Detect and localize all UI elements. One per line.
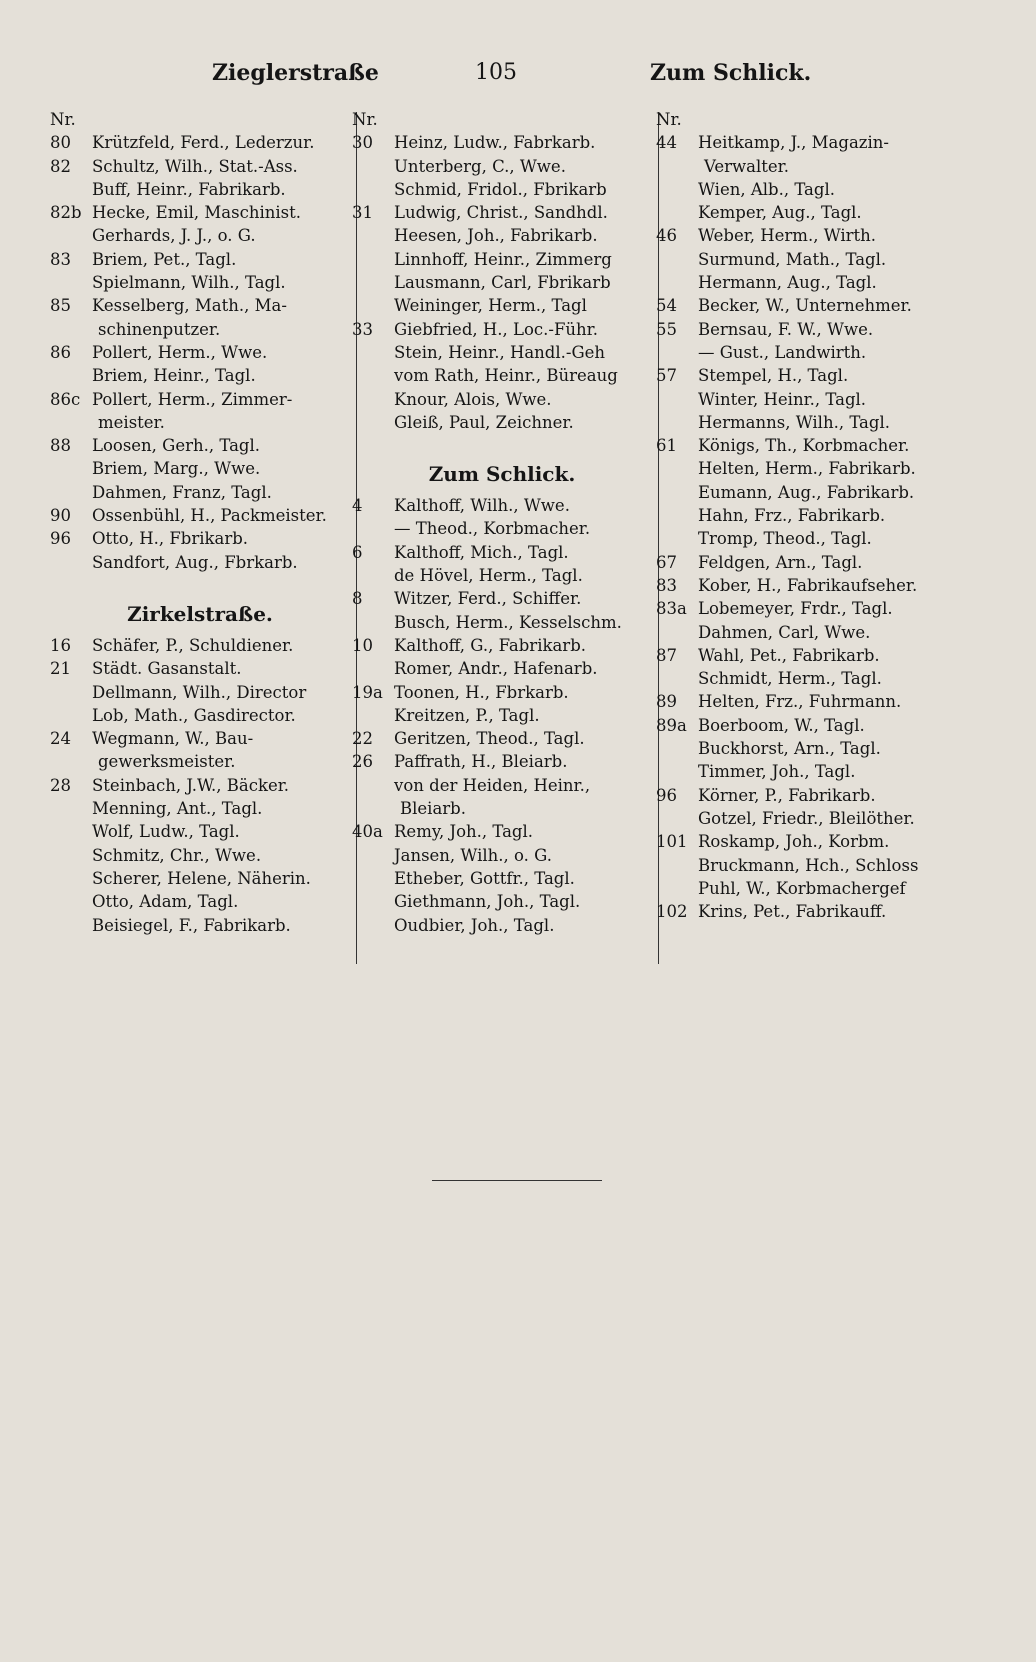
house-number: 86c: [50, 389, 81, 409]
directory-entry: [656, 224, 956, 247]
house-number: 46: [656, 226, 677, 246]
resident-entry: vom Rath, Heinr., Büreaug: [394, 366, 618, 386]
house-number: 26: [352, 752, 373, 772]
resident-entry: Geritzen, Theod., Tagl.: [394, 729, 585, 749]
resident-entry: Hecke, Emil, Maschinist.: [92, 203, 301, 223]
directory-entry: [656, 690, 956, 713]
house-number: 86: [50, 342, 71, 362]
resident-entry: Otto, H., Fbrikarb.: [92, 529, 249, 549]
directory-entry: [352, 318, 652, 341]
resident-entry: Kalthoff, Wilh., Wwe.: [394, 496, 570, 516]
directory-entry: [50, 457, 350, 480]
resident-entry: Tromp, Theod., Tagl.: [698, 529, 872, 549]
house-number: 4: [352, 496, 363, 516]
resident-entry: Bruckmann, Hch., Schloss: [698, 855, 919, 875]
directory-entry: [352, 294, 652, 317]
directory-entry: [656, 131, 956, 154]
house-number: 83: [50, 249, 71, 269]
directory-entry: [50, 155, 350, 178]
resident-entry: Körner, P., Fabrikarb.: [698, 785, 876, 805]
directory-entry: [656, 877, 956, 900]
resident-entry: Kalthoff, Mich., Tagl.: [394, 542, 569, 562]
directory-entry: [50, 224, 350, 247]
directory-entry: [352, 178, 652, 201]
resident-entry: de Hövel, Herm., Tagl.: [394, 566, 583, 586]
directory-entry: [656, 341, 956, 364]
directory-entry: [656, 155, 956, 178]
directory-entry: [50, 657, 350, 680]
resident-entry: Ludwig, Christ., Sandhdl.: [394, 203, 608, 223]
directory-entry: [352, 634, 652, 657]
resident-entry: Städt. Gasanstalt.: [92, 659, 242, 679]
header-right-street: Zum Schlick.: [650, 60, 812, 86]
column-2: [352, 108, 652, 937]
resident-entry: Wahl, Pet., Fabrikarb.: [698, 645, 880, 665]
directory-entry: [50, 318, 350, 341]
resident-entry: Hahn, Frz., Fabrikarb.: [698, 506, 886, 526]
directory-entry: [50, 551, 350, 574]
resident-entry: Witzer, Ferd., Schiffer.: [394, 589, 582, 609]
house-number: 61: [656, 436, 677, 456]
directory-entry: [352, 774, 652, 797]
resident-entry: Boerboom, W., Tagl.: [698, 715, 865, 735]
resident-entry: Weber, Herm., Wirth.: [698, 226, 877, 246]
resident-entry: Stein, Heinr., Handl.-Geh: [394, 342, 606, 362]
resident-entry: Scherer, Helene, Näherin.: [92, 868, 311, 888]
resident-entry: Kalthoff, G., Fabrikarb.: [394, 635, 587, 655]
nr-heading: Nr.: [50, 110, 76, 129]
directory-entry: [656, 248, 956, 271]
house-number: 90: [50, 506, 71, 526]
resident-entry: Schmitz, Chr., Wwe.: [92, 845, 262, 865]
resident-entry: Briem, Pet., Tagl.: [92, 249, 237, 269]
resident-entry: Pollert, Herm., Zimmer-: [92, 389, 293, 409]
directory-entry: [656, 621, 956, 644]
directory-entry: [352, 657, 652, 680]
resident-entry: Heinz, Ludw., Fabrkarb.: [394, 133, 596, 153]
directory-entry: [352, 867, 652, 890]
directory-entry: [50, 504, 350, 527]
directory-entry: [656, 201, 956, 224]
resident-entry: Kober, H., Fabrikaufseher.: [698, 575, 918, 595]
nr-heading: Nr.: [352, 110, 378, 129]
resident-entry: Sandfort, Aug., Fbrkarb.: [92, 552, 298, 572]
directory-entry: [50, 131, 350, 154]
house-number: 57: [656, 366, 677, 386]
house-number: 33: [352, 319, 373, 339]
directory-entry: [656, 434, 956, 457]
page-number: 105: [475, 60, 517, 85]
resident-entry: Königs, Th., Korbmacher.: [698, 436, 910, 456]
resident-entry: Schäfer, P., Schuldiener.: [92, 635, 294, 655]
resident-entry: Hermanns, Wilh., Tagl.: [698, 412, 890, 432]
directory-entry: [656, 388, 956, 411]
resident-entry: Kemper, Aug., Tagl.: [698, 203, 862, 223]
house-number: 16: [50, 635, 71, 655]
house-number: 67: [656, 552, 677, 572]
house-number: 8: [352, 589, 363, 609]
directory-entry: [656, 271, 956, 294]
directory-entry: [50, 411, 350, 434]
directory-entry: [50, 481, 350, 504]
resident-entry: Heesen, Joh., Fabrikarb.: [394, 226, 598, 246]
directory-entry: [50, 341, 350, 364]
resident-entry: Schmid, Fridol., Fbrikarb: [394, 179, 607, 199]
house-number: 83: [656, 575, 677, 595]
directory-entry: [656, 854, 956, 877]
house-number: 88: [50, 436, 71, 456]
resident-entry: Kreitzen, P., Tagl.: [394, 705, 540, 725]
section-gap: [352, 434, 652, 444]
resident-entry: Briem, Marg., Wwe.: [92, 459, 261, 479]
house-number: 55: [656, 319, 677, 339]
resident-entry: Dellmann, Wilh., Director: [92, 682, 307, 702]
resident-entry: Pollert, Herm., Wwe.: [92, 342, 268, 362]
section-gap: [50, 574, 350, 584]
house-number: 44: [656, 133, 677, 153]
house-number: 89a: [656, 715, 687, 735]
directory-entry: [50, 914, 350, 937]
directory-entry: [656, 294, 956, 317]
resident-entry: Buckhorst, Arn., Tagl.: [698, 739, 881, 759]
directory-entry: [656, 481, 956, 504]
resident-entry: Remy, Joh., Tagl.: [394, 822, 534, 842]
house-number: 85: [50, 296, 71, 316]
directory-entry: [50, 201, 350, 224]
resident-entry: Lausmann, Carl, Fbrikarb: [394, 273, 611, 293]
resident-entry: Linnhoff, Heinr., Zimmerg: [394, 249, 612, 269]
street-heading: Zum Schlick.: [428, 462, 576, 487]
directory-entry: [656, 714, 956, 737]
resident-entry: Puhl, W., Korbmachergef: [698, 878, 906, 898]
house-number: 30: [352, 133, 373, 153]
house-number: 28: [50, 775, 71, 795]
resident-entry: Knour, Alois, Wwe.: [394, 389, 552, 409]
header-left-street: Zieglerstraße: [212, 60, 379, 86]
nr-heading-row: [50, 108, 350, 131]
resident-entry: Toonen, H., Fbrkarb.: [394, 682, 569, 702]
resident-entry: Loosen, Gerh., Tagl.: [92, 436, 261, 456]
resident-entry: von der Heiden, Heinr.,: [394, 775, 591, 795]
directory-entry: [50, 867, 350, 890]
street-heading: Zirkelstraße.: [127, 601, 273, 626]
resident-entry: Menning, Ant., Tagl.: [92, 799, 263, 819]
directory-entry: [50, 271, 350, 294]
directory-entry: [352, 271, 652, 294]
resident-entry: Jansen, Wilh., o. G.: [394, 845, 552, 865]
directory-entry: [352, 587, 652, 610]
directory-entry: [352, 248, 652, 271]
resident-entry: Helten, Frz., Fuhrmann.: [698, 692, 902, 712]
house-number: 96: [50, 529, 71, 549]
resident-entry: Hermann, Aug., Tagl.: [698, 273, 877, 293]
resident-entry: Eumann, Aug., Fabrikarb.: [698, 482, 915, 502]
resident-entry: Oudbier, Joh., Tagl.: [394, 915, 555, 935]
house-number: 101: [656, 832, 688, 852]
resident-entry: Weininger, Herm., Tagl: [394, 296, 587, 316]
resident-entry: Winter, Heinr., Tagl.: [698, 389, 867, 409]
resident-entry: Otto, Adam, Tagl.: [92, 892, 239, 912]
directory-entry: [50, 388, 350, 411]
resident-entry: Gerhards, J. J., o. G.: [92, 226, 256, 246]
directory-entry: [50, 820, 350, 843]
resident-entry: Schultz, Wilh., Stat.-Ass.: [92, 156, 298, 176]
column-1: [50, 108, 350, 937]
directory-entry: [50, 797, 350, 820]
resident-entry: Kesselberg, Math., Ma-: [92, 296, 287, 316]
directory-entry: [656, 364, 956, 387]
directory-entry: [656, 667, 956, 690]
directory-entry: [656, 807, 956, 830]
directory-entry: [352, 844, 652, 867]
resident-entry: Etheber, Gottfr., Tagl.: [394, 868, 575, 888]
directory-entry: [352, 797, 652, 820]
house-number: 19a: [352, 682, 383, 702]
directory-entry: [352, 388, 652, 411]
directory-entry: [50, 704, 350, 727]
directory-entry: [656, 760, 956, 783]
resident-entry: Krins, Pet., Fabrikauff.: [698, 902, 887, 922]
resident-entry: Gotzel, Friedr., Bleilöther.: [698, 808, 915, 828]
nr-heading-row: [656, 108, 956, 131]
resident-entry: Spielmann, Wilh., Tagl.: [92, 273, 286, 293]
directory-entry: [352, 727, 652, 750]
resident-entry: Bleiarb.: [400, 799, 466, 819]
resident-entry: Briem, Heinr., Tagl.: [92, 366, 256, 386]
resident-entry: Wegmann, W., Bau-: [92, 729, 254, 749]
resident-entry: Wolf, Ludw., Tagl.: [92, 822, 240, 842]
directory-entry: [352, 411, 652, 434]
house-number: 89: [656, 692, 677, 712]
nr-heading: Nr.: [656, 110, 682, 129]
house-number: 82b: [50, 203, 82, 223]
directory-entry: [352, 820, 652, 843]
house-number: 82: [50, 156, 71, 176]
resident-entry: schinenputzer.: [98, 319, 221, 339]
resident-entry: Busch, Herm., Kesselschm.: [394, 612, 622, 632]
resident-entry: — Gust., Landwirth.: [698, 342, 867, 362]
directory-entry: [352, 494, 652, 517]
resident-entry: Wien, Alb., Tagl.: [698, 179, 835, 199]
resident-entry: Dahmen, Franz, Tagl.: [92, 482, 272, 502]
directory-entry: [656, 737, 956, 760]
directory-entry: [352, 890, 652, 913]
house-number: 6: [352, 542, 363, 562]
resident-entry: gewerksmeister.: [98, 752, 236, 772]
directory-entry: [50, 844, 350, 867]
resident-entry: Bernsau, F. W., Wwe.: [698, 319, 874, 339]
house-number: 83a: [656, 599, 687, 619]
directory-entry: [352, 364, 652, 387]
directory-entry: [352, 224, 652, 247]
directory-entry: [352, 914, 652, 937]
directory-entry: [50, 527, 350, 550]
resident-entry: Steinbach, J.W., Bäcker.: [92, 775, 290, 795]
resident-entry: Giethmann, Joh., Tagl.: [394, 892, 581, 912]
directory-entry: [50, 248, 350, 271]
resident-entry: meister.: [98, 412, 165, 432]
directory-entry: [656, 527, 956, 550]
directory-entry: [50, 634, 350, 657]
house-number: 80: [50, 133, 71, 153]
house-number: 87: [656, 645, 677, 665]
page-header: [0, 60, 1036, 96]
resident-entry: Ossenbühl, H., Packmeister.: [92, 506, 327, 526]
resident-entry: Lobemeyer, Frdr., Tagl.: [698, 599, 893, 619]
directory-entry: [352, 750, 652, 773]
directory-entry: [656, 411, 956, 434]
directory-entry: [352, 201, 652, 224]
directory-entry: [656, 551, 956, 574]
house-number: 31: [352, 203, 373, 223]
house-number: 102: [656, 902, 688, 922]
directory-entry: [352, 341, 652, 364]
directory-entry: [352, 541, 652, 564]
directory-entry: [656, 318, 956, 341]
resident-entry: Krützfeld, Ferd., Lederzur.: [92, 133, 315, 153]
directory-entry: [352, 611, 652, 634]
house-number: 10: [352, 635, 373, 655]
resident-entry: Roskamp, Joh., Korbm.: [698, 832, 890, 852]
directory-entry: [50, 178, 350, 201]
directory-entry: [50, 364, 350, 387]
directory-entry: [352, 564, 652, 587]
resident-entry: Verwalter.: [704, 156, 790, 176]
directory-entry: [656, 784, 956, 807]
resident-entry: Feldgen, Arn., Tagl.: [698, 552, 863, 572]
directory-entry: [352, 131, 652, 154]
resident-entry: Stempel, H., Tagl.: [698, 366, 849, 386]
resident-entry: Dahmen, Carl, Wwe.: [698, 622, 871, 642]
resident-entry: Helten, Herm., Fabrikarb.: [698, 459, 916, 479]
resident-entry: Unterberg, C., Wwe.: [394, 156, 566, 176]
directory-entry: [50, 727, 350, 750]
resident-entry: Heitkamp, J., Magazin-: [698, 133, 889, 153]
directory-entry: [352, 517, 652, 540]
directory-entry: [656, 574, 956, 597]
resident-entry: Becker, W., Unternehmer.: [698, 296, 912, 316]
house-number: 40a: [352, 822, 383, 842]
column-3: [656, 108, 956, 923]
resident-entry: Schmidt, Herm., Tagl.: [698, 669, 882, 689]
resident-entry: Buff, Heinr., Fabrikarb.: [92, 179, 286, 199]
directory-entry: [352, 155, 652, 178]
resident-entry: Gleiß, Paul, Zeichner.: [394, 412, 574, 432]
house-number: 22: [352, 729, 373, 749]
directory-entry: [50, 890, 350, 913]
nr-heading-row: [352, 108, 652, 131]
directory-entry: [656, 644, 956, 667]
footer-divider: [432, 1180, 602, 1181]
house-number: 24: [50, 729, 71, 749]
resident-entry: Timmer, Joh., Tagl.: [698, 762, 856, 782]
resident-entry: Romer, Andr., Hafenarb.: [394, 659, 598, 679]
resident-entry: — Theod., Korbmacher.: [394, 519, 591, 539]
resident-entry: Beisiegel, F., Fabrikarb.: [92, 915, 291, 935]
directory-entry: [50, 681, 350, 704]
directory-entry: [50, 294, 350, 317]
house-number: 54: [656, 296, 677, 316]
directory-entry: [50, 750, 350, 773]
directory-entry: [656, 830, 956, 853]
directory-entry: [656, 597, 956, 620]
directory-entry: [352, 704, 652, 727]
directory-entry: [352, 681, 652, 704]
resident-entry: Lob, Math., Gasdirector.: [92, 705, 296, 725]
directory-entry: [656, 504, 956, 527]
resident-entry: Surmund, Math., Tagl.: [698, 249, 887, 269]
resident-entry: Paffrath, H., Bleiarb.: [394, 752, 568, 772]
resident-entry: Giebfried, H., Loc.-Führ.: [394, 319, 598, 339]
directory-entry: [656, 457, 956, 480]
directory-entry: [50, 434, 350, 457]
house-number: 21: [50, 659, 71, 679]
directory-entry: [656, 178, 956, 201]
directory-entry: [656, 900, 956, 923]
directory-entry: [50, 774, 350, 797]
house-number: 96: [656, 785, 677, 805]
